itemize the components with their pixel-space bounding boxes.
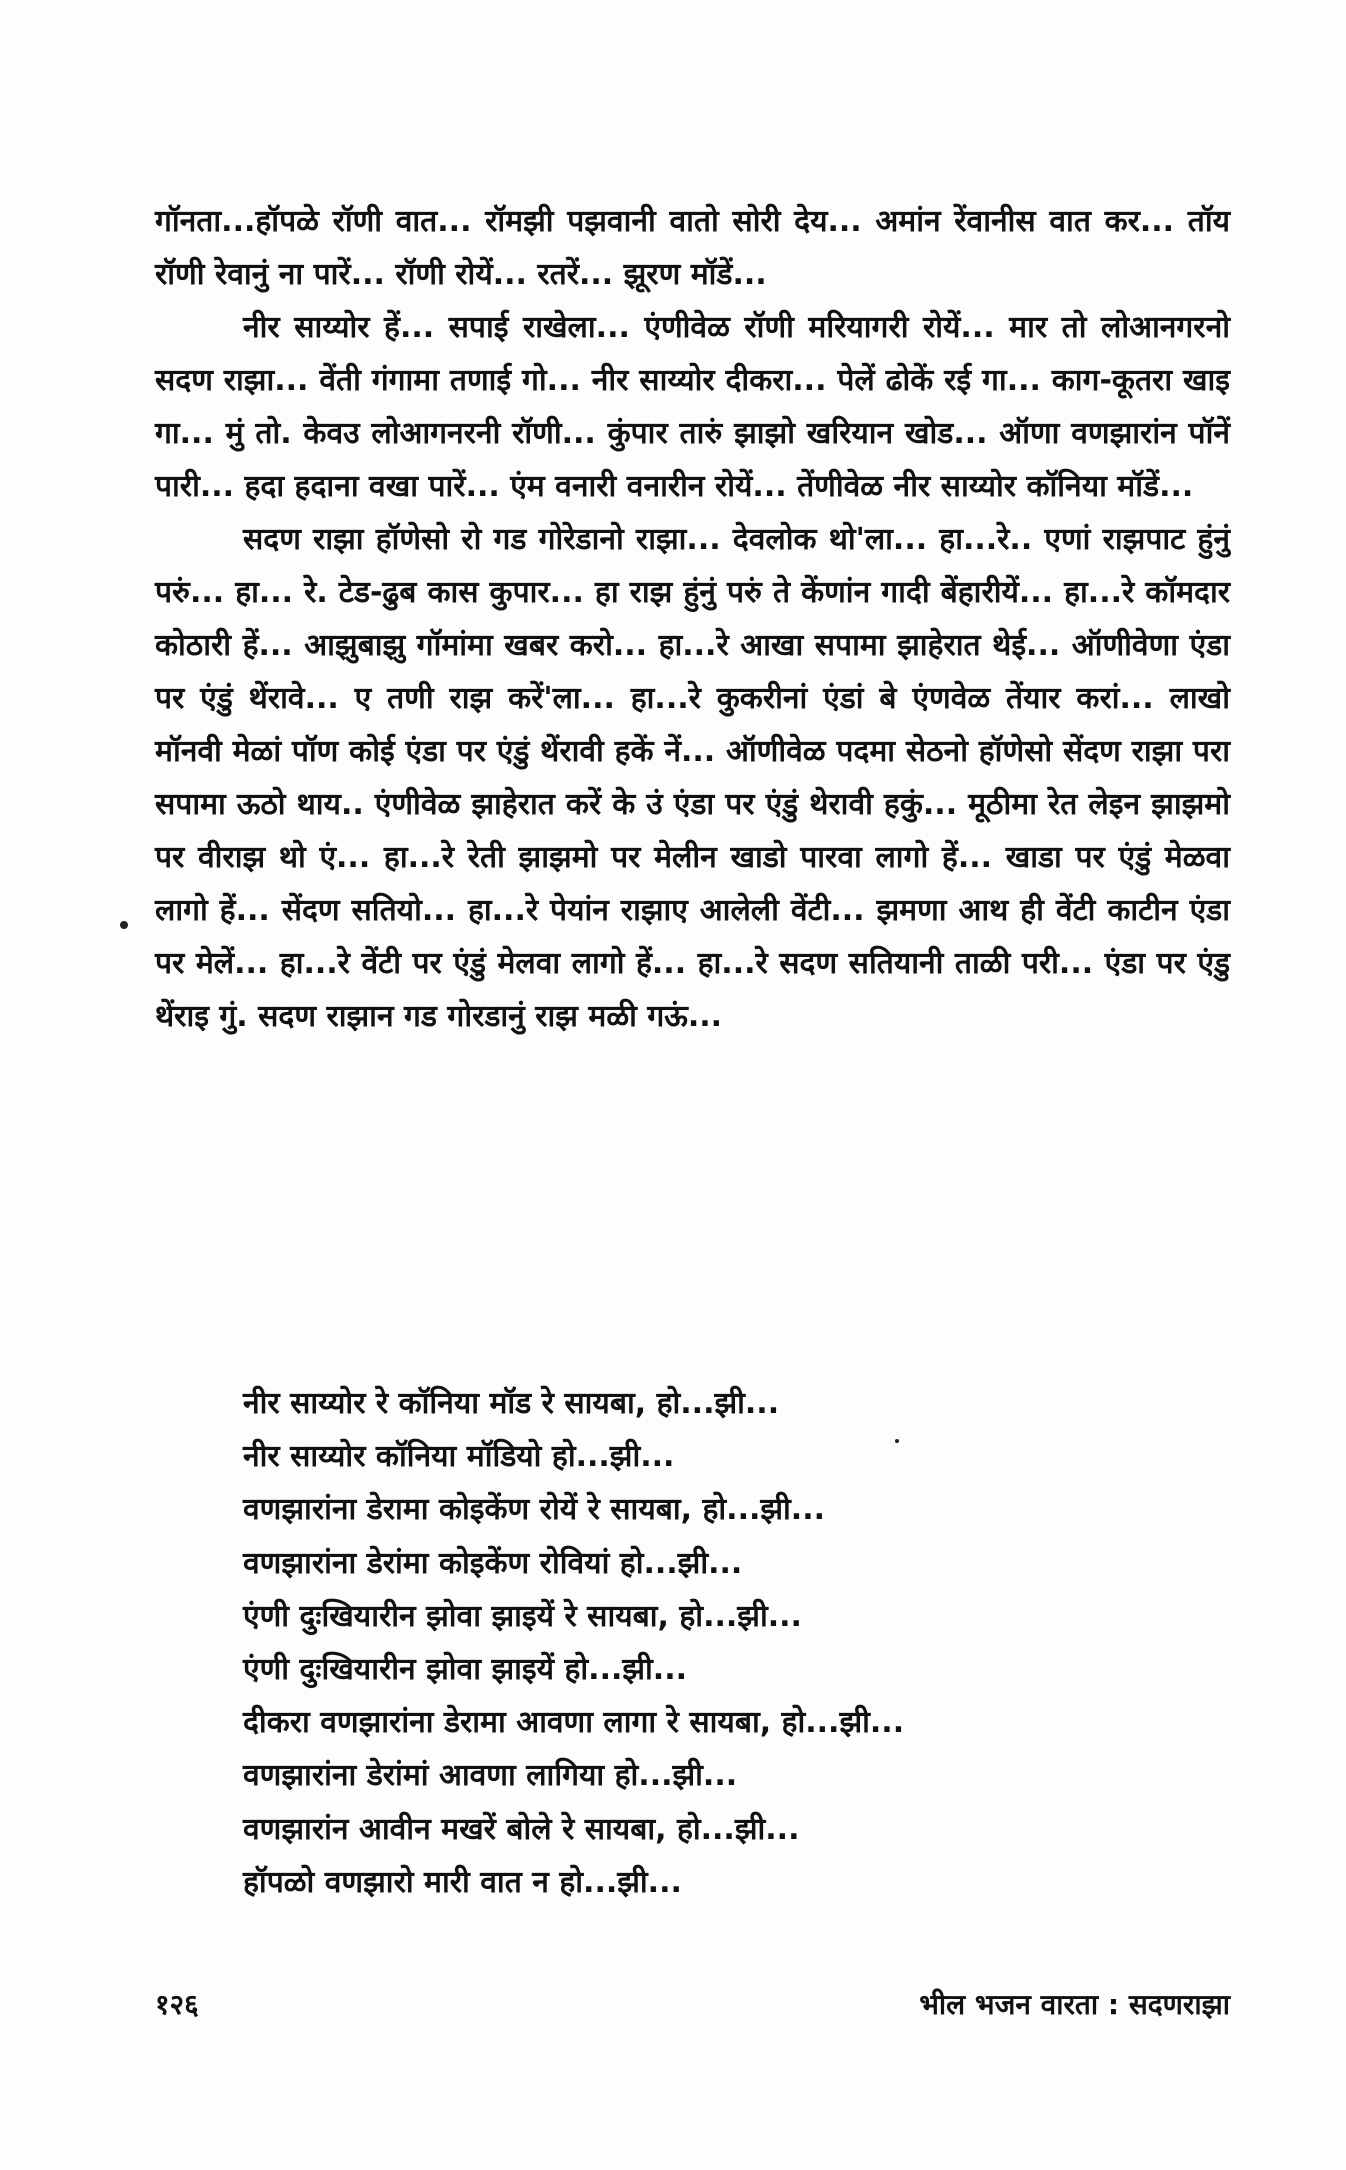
scan-speck [895, 1439, 899, 1443]
verse-line-10: हॉपळो वणझारो मारी वात न हो...झी... [243, 1864, 682, 1900]
verse-block [243, 1377, 1193, 1909]
page-number: १२६ [155, 1988, 199, 2021]
margin-speck [120, 921, 128, 929]
paragraph-3: सदण राझा हॉणेसो रो गड गोरेडानो राझा... देवलोक थो'ला... हा...रे.. एणां राझपाट हुंनुं परुं... हा... रे. टेड-ढुब कास कुपार... हा राझ हुंनुं परुं ते केंणांन गादी बेंहारीयें... हा...रे कॉमदार कोठारी हें... आझुबाझु गॉमांमा खबर करो... हा...रे आखा सपामा झाहेरात थेई... ऑणीवेणा एंडा पर एंडुं थेंरावे... ए तणी राझ करें'ला... हा...रे कुकरीनां एंडां बे एंणवेळ तेंयार करां... लाखो मॉनवी मेळां पॉण कोई एंडा पर एंडुं थेंरावी हकें नें... ऑणीवेळ पदमा सेठनो हॉणेसो सेंदण राझा परा सपामा ऊठो थाय.. एंणीवेळ झाहेरात करें के उं एंडा पर एंडुं थेरावी हकुं... मूठीमा रेत लेइन झाझमो पर वीराझ थो एं... हा...रे रेती झाझमो पर मेलीन खाडो पारवा लागो हें... खाडा पर एंडुं मेळवा लागो हें... सेंदण सतियो... हा...रे पेयांन राझाए आलेली वेंटी... झमणा आथ ही वेंटी काटीन एंडा पर मेलें... हा...रे वेंटी पर एंडुं मेलवा लागो हें... हा...रे सदण सतियानी ताळी परी... एंडा पर एंडु थेंराइ गुं. सदण राझान गड गोरडानुं राझ मळी गऊं... [155, 522, 1230, 1034]
running-title: भील भजन वारता : सदणराझा [919, 1988, 1230, 2021]
paragraph-2: नीर साय्योर हें... सपाई राखेला... एंणीवेळ रॉणी मरियागरी रोयें... मार तो लोआनगरनो सदण राझा... वेंती गंगामा तणाई गो... नीर साय्योर दीकरा... पेलें ढोकें रई गा... काग-कूतरा खाइ गा... मुं तो. केवउ लोआगनरनी रॉणी... कुंपार तारुं झाझो खरियान खोड... ऑणा वणझारांन पॉनें पारी... हदा हदाना वखा पारें... एंम वनारी वनारीन रोयें... तेंणीवेळ नीर साय्योर कॉनिया मॉडें... [155, 310, 1230, 504]
verse-line-2: नीर साय्योर कॉनिया मॉडियो हो...झी... [243, 1439, 675, 1475]
verse-line-7: दीकरा वणझारांना डेरामा आवणा लागा रे सायबा, हो...झी... [243, 1705, 905, 1741]
verse-line-9: वणझारांन आवीन मखरें बोले रे सायबा, हो...झी... [243, 1811, 800, 1847]
verse-line-4: वणझारांना डेरांमा कोइकेंण रोवियां हो...झी... [243, 1545, 743, 1581]
verse-line-3: वणझारांना डेरामा कोइकेंण रोयें रे सायबा, हो...झी... [243, 1492, 826, 1528]
verse-line-6: एंणी दुःखियारीन झोवा झाइयें हो...झी... [243, 1652, 687, 1688]
verse-line-1: नीर साय्योर रे कॉनिया मॉड रे सायबा, हो...झी... [243, 1386, 780, 1421]
verse-line-8: वणझारांना डेरांमां आवणा लागिया हो...झी... [243, 1758, 738, 1794]
prose-block [155, 195, 1230, 1043]
verse-line-5: एंणी दुःखियारीन झोवा झाइयें रे सायबा, हो...झी... [243, 1598, 802, 1634]
paragraph-1: गॉनता...हॉपळे रॉणी वात... रॉमझी पझवानी वातो सोरी देय... अमांन रेंवानीस वात कर... तॉय रॉणी रेवानुं ना पारें... रॉणी रोयें... रतरें... झूरण मॉडें... [155, 204, 1230, 292]
